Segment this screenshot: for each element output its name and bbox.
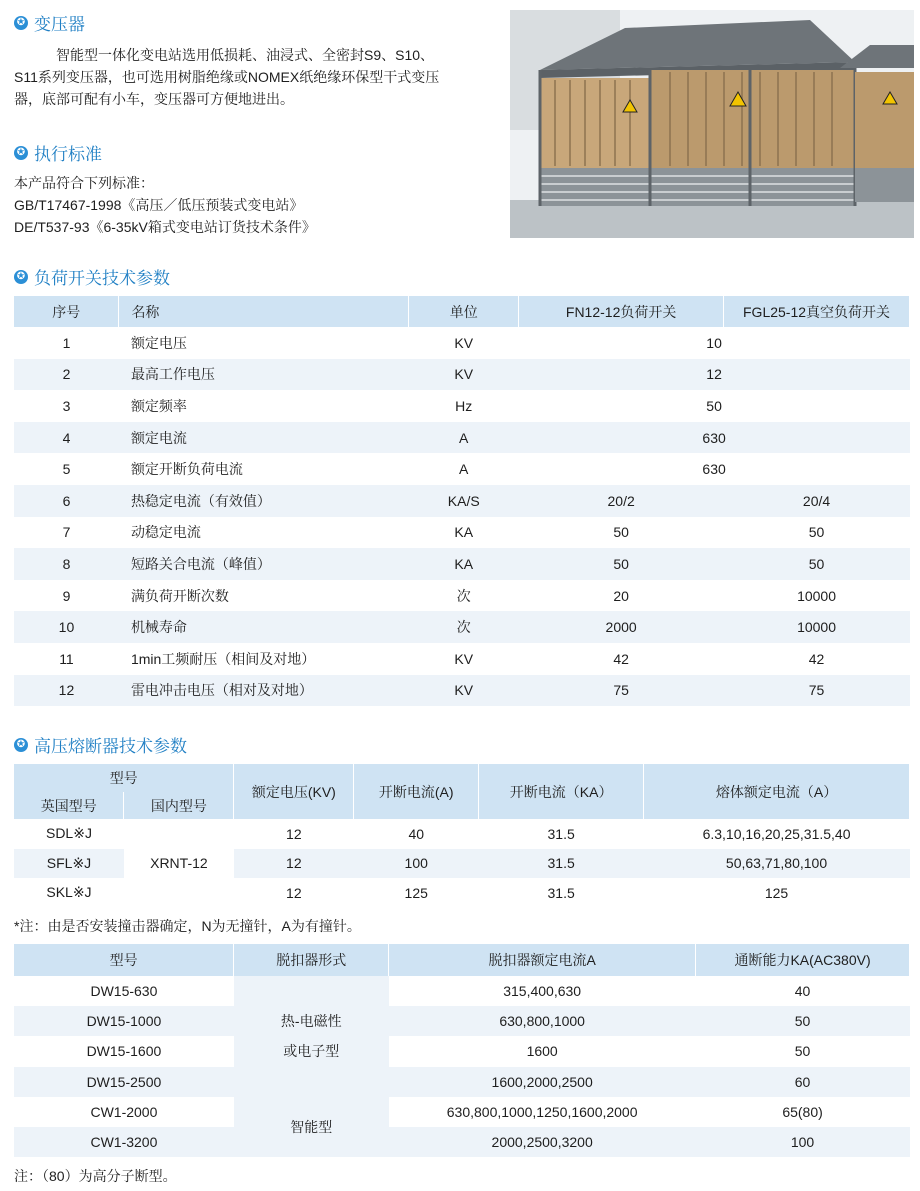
breaker-note: 注：（80）为高分子断型。 bbox=[14, 1168, 177, 1184]
cell: 60 bbox=[696, 1067, 910, 1097]
cell: 31.5 bbox=[547, 884, 575, 901]
cell: KV bbox=[454, 650, 474, 667]
fuse-heading-text: 高压熔断器技术参数 bbox=[34, 737, 187, 756]
header-cell: 脱扣器额定电流A bbox=[389, 944, 696, 976]
table-row bbox=[14, 643, 910, 675]
substation-photo bbox=[510, 10, 914, 238]
cell: 次 bbox=[456, 587, 471, 604]
cell: 100 bbox=[354, 849, 479, 879]
header-cell: 通断能力KA(AC380V) bbox=[696, 944, 910, 976]
table-row bbox=[14, 1067, 910, 1097]
header-cell: 名称 bbox=[119, 296, 409, 327]
cell: 10 bbox=[14, 611, 119, 643]
transformer-paragraph bbox=[14, 44, 494, 110]
table-row bbox=[14, 327, 910, 359]
cell: 42 bbox=[613, 650, 629, 667]
section-heading-standards bbox=[14, 140, 102, 165]
table-row bbox=[14, 580, 910, 612]
cell: 20 bbox=[613, 587, 629, 604]
cell: 10000 bbox=[724, 611, 910, 643]
cell: KV bbox=[454, 334, 474, 351]
cell: 8 bbox=[14, 548, 119, 580]
cell: 75 bbox=[724, 675, 910, 707]
cell: SFL※J bbox=[14, 849, 124, 879]
table-row bbox=[14, 1036, 910, 1066]
cell: 31.5 bbox=[479, 849, 644, 879]
header-cell: FGL25-12真空负荷开关 bbox=[724, 296, 910, 327]
cell: 42 bbox=[808, 650, 825, 667]
cell: 31.5 bbox=[547, 825, 575, 842]
table-row bbox=[14, 390, 910, 422]
cell: 2 bbox=[14, 359, 119, 391]
header-cell: 熔体额定电流（A） bbox=[644, 764, 910, 819]
cell: 12 bbox=[286, 825, 302, 842]
para-line: 器，底部可配有小车，变压器可方便地进出。 bbox=[14, 91, 294, 107]
cell: 10 bbox=[706, 334, 722, 351]
cell: SDL※J bbox=[45, 825, 92, 842]
cell: 315,400,630 bbox=[503, 983, 582, 1000]
cell: DW15-1000 bbox=[14, 1006, 234, 1036]
cell: 75 bbox=[519, 675, 724, 707]
table-row bbox=[14, 1127, 910, 1157]
table-row bbox=[14, 422, 910, 454]
cell: 2000,2500,3200 bbox=[389, 1127, 696, 1157]
cell: 100 bbox=[696, 1127, 910, 1157]
cell: 12 bbox=[234, 849, 354, 879]
cell: 雷电冲击电压（相对及对地） bbox=[119, 675, 409, 707]
table-row bbox=[14, 1006, 910, 1036]
cell: 40 bbox=[408, 825, 425, 842]
cell: 20/4 bbox=[724, 485, 910, 517]
header-cell: 型号 bbox=[14, 764, 234, 792]
cell: 50 bbox=[613, 524, 629, 541]
cell: 12 bbox=[519, 359, 910, 391]
load-switch-table bbox=[14, 296, 910, 706]
standards-line: DE/T537-93《6-35kV箱式变电站订货技术条件》 bbox=[14, 219, 316, 235]
cell: DW15-630 bbox=[90, 983, 158, 1000]
cell: 机械寿命 bbox=[119, 611, 409, 643]
release-type-cell bbox=[234, 976, 389, 1097]
cell: SKL※J bbox=[46, 884, 92, 901]
table-row bbox=[14, 819, 910, 849]
breaker-table bbox=[14, 944, 910, 1157]
cell: 满负荷开断次数 bbox=[130, 587, 229, 604]
cell: 50 bbox=[724, 548, 910, 580]
table-row bbox=[14, 1097, 910, 1127]
cell: 50 bbox=[519, 548, 724, 580]
standards-list bbox=[14, 172, 316, 238]
header-cell: 开断电流（KA） bbox=[479, 764, 644, 819]
table-row bbox=[14, 548, 910, 580]
cell: 125 bbox=[764, 884, 789, 901]
cell: 1600,2000,2500 bbox=[389, 1067, 696, 1097]
section-heading-fuse bbox=[14, 732, 187, 757]
cell: 6.3,10,16,20,25,31.5,40 bbox=[702, 825, 851, 842]
cell: 3 bbox=[62, 397, 71, 414]
cell: 50 bbox=[794, 1043, 811, 1060]
cell: 9 bbox=[62, 587, 71, 604]
header-cell: 英国型号 bbox=[14, 792, 124, 819]
cell: 630,800,1000,1250,1600,2000 bbox=[446, 1103, 638, 1120]
cell: 630 bbox=[519, 422, 910, 454]
star-icon: ✪ bbox=[14, 738, 28, 752]
cell: 20/2 bbox=[519, 485, 724, 517]
para-line: 智能型一体化变电站选用低损耗、油浸式、全密封S9、S10、 bbox=[56, 47, 435, 63]
cell: 次 bbox=[409, 611, 519, 643]
cell: 630 bbox=[702, 461, 726, 478]
cell: CW1-2000 bbox=[90, 1103, 158, 1120]
header-cell: 国内型号 bbox=[124, 792, 234, 819]
release-type-line: 或电子型 bbox=[283, 1043, 340, 1060]
cell: KA/S bbox=[409, 485, 519, 517]
standards-heading-text: 执行标准 bbox=[34, 145, 102, 164]
cell: 动稳定电流 bbox=[130, 524, 201, 541]
table-row bbox=[14, 359, 910, 391]
table-row bbox=[14, 517, 910, 549]
cell: 11 bbox=[59, 650, 74, 667]
cell: 1min工频耐压（相间及对地） bbox=[130, 650, 316, 667]
cell: 7 bbox=[62, 524, 71, 541]
fuse-table bbox=[14, 764, 910, 908]
standards-line: 本产品符合下列标准： bbox=[14, 175, 154, 191]
table-row bbox=[14, 485, 910, 517]
header-cell: FN12-12负荷开关 bbox=[519, 296, 724, 327]
header-cell: 型号 bbox=[14, 944, 234, 976]
star-icon: ✪ bbox=[14, 146, 28, 160]
cell: 50 bbox=[706, 397, 722, 414]
cell: 额定频率 bbox=[130, 397, 187, 414]
cell: XRNT-12 bbox=[150, 855, 208, 872]
cell: KV bbox=[409, 359, 519, 391]
star-icon: ✪ bbox=[14, 16, 28, 30]
section-heading-load-switch bbox=[14, 264, 170, 289]
table-row bbox=[14, 611, 910, 643]
cell: 10000 bbox=[797, 587, 836, 604]
cell: 热稳定电流（有效值） bbox=[119, 485, 409, 517]
cell: 125 bbox=[404, 884, 428, 901]
cell: 额定开断负荷电流 bbox=[130, 461, 243, 478]
cell: 额定电流 bbox=[119, 422, 409, 454]
standards-line: GB/T17467-1998《高压／低压预装式变电站》 bbox=[14, 197, 304, 213]
cell: 50 bbox=[808, 524, 825, 541]
table-row bbox=[14, 675, 910, 707]
fuse-note: *注：由是否安装撞击器确定，N为无撞针，A为有撞针。 bbox=[14, 918, 361, 934]
header-cell: 开断电流(A) bbox=[354, 764, 479, 819]
cell: 6 bbox=[14, 485, 119, 517]
release-type-cell: 智能型 bbox=[234, 1097, 389, 1157]
cell: DW15-2500 bbox=[14, 1067, 234, 1097]
cell: A bbox=[409, 422, 519, 454]
cell: 4 bbox=[14, 422, 119, 454]
cell: 短路关合电流（峰值） bbox=[119, 548, 409, 580]
cell: Hz bbox=[455, 397, 473, 414]
switch-heading-text: 负荷开关技术参数 bbox=[34, 269, 170, 288]
table-row bbox=[14, 976, 910, 1006]
cell: 2000 bbox=[519, 611, 724, 643]
star-icon: ✪ bbox=[14, 270, 28, 284]
release-type-line: 热-电磁性 bbox=[280, 1013, 342, 1030]
header-cell: 序号 bbox=[14, 296, 119, 327]
cell: A bbox=[459, 461, 469, 478]
cell: 12 bbox=[286, 884, 302, 901]
cell: 50,63,71,80,100 bbox=[644, 849, 910, 879]
cell: 5 bbox=[62, 461, 71, 478]
cell: KV bbox=[409, 675, 519, 707]
cell: 1600 bbox=[526, 1043, 558, 1060]
cell: 50 bbox=[696, 1006, 910, 1036]
para-line: S11系列变压器，也可选用树脂绝缘或NOMEX纸绝缘环保型干式变压 bbox=[14, 69, 440, 85]
cell: CW1-3200 bbox=[14, 1127, 234, 1157]
cell: 额定电压 bbox=[130, 334, 187, 351]
cell: 最高工作电压 bbox=[119, 359, 409, 391]
cell: 12 bbox=[14, 675, 119, 707]
table-row bbox=[14, 453, 910, 485]
cell: 1 bbox=[62, 334, 71, 351]
cell: KA bbox=[409, 548, 519, 580]
transformer-heading-text: 变压器 bbox=[34, 15, 85, 34]
header-cell: 额定电压(KV) bbox=[234, 764, 354, 819]
cell: KA bbox=[454, 524, 474, 541]
cell: DW15-1600 bbox=[86, 1043, 162, 1060]
cell: 40 bbox=[794, 983, 811, 1000]
section-heading-transformer bbox=[14, 10, 85, 35]
cell: 65(80) bbox=[782, 1103, 823, 1120]
header-cell: 脱扣器形式 bbox=[234, 944, 389, 976]
cell: 630,800,1000 bbox=[389, 1006, 696, 1036]
header-cell: 单位 bbox=[409, 296, 519, 327]
